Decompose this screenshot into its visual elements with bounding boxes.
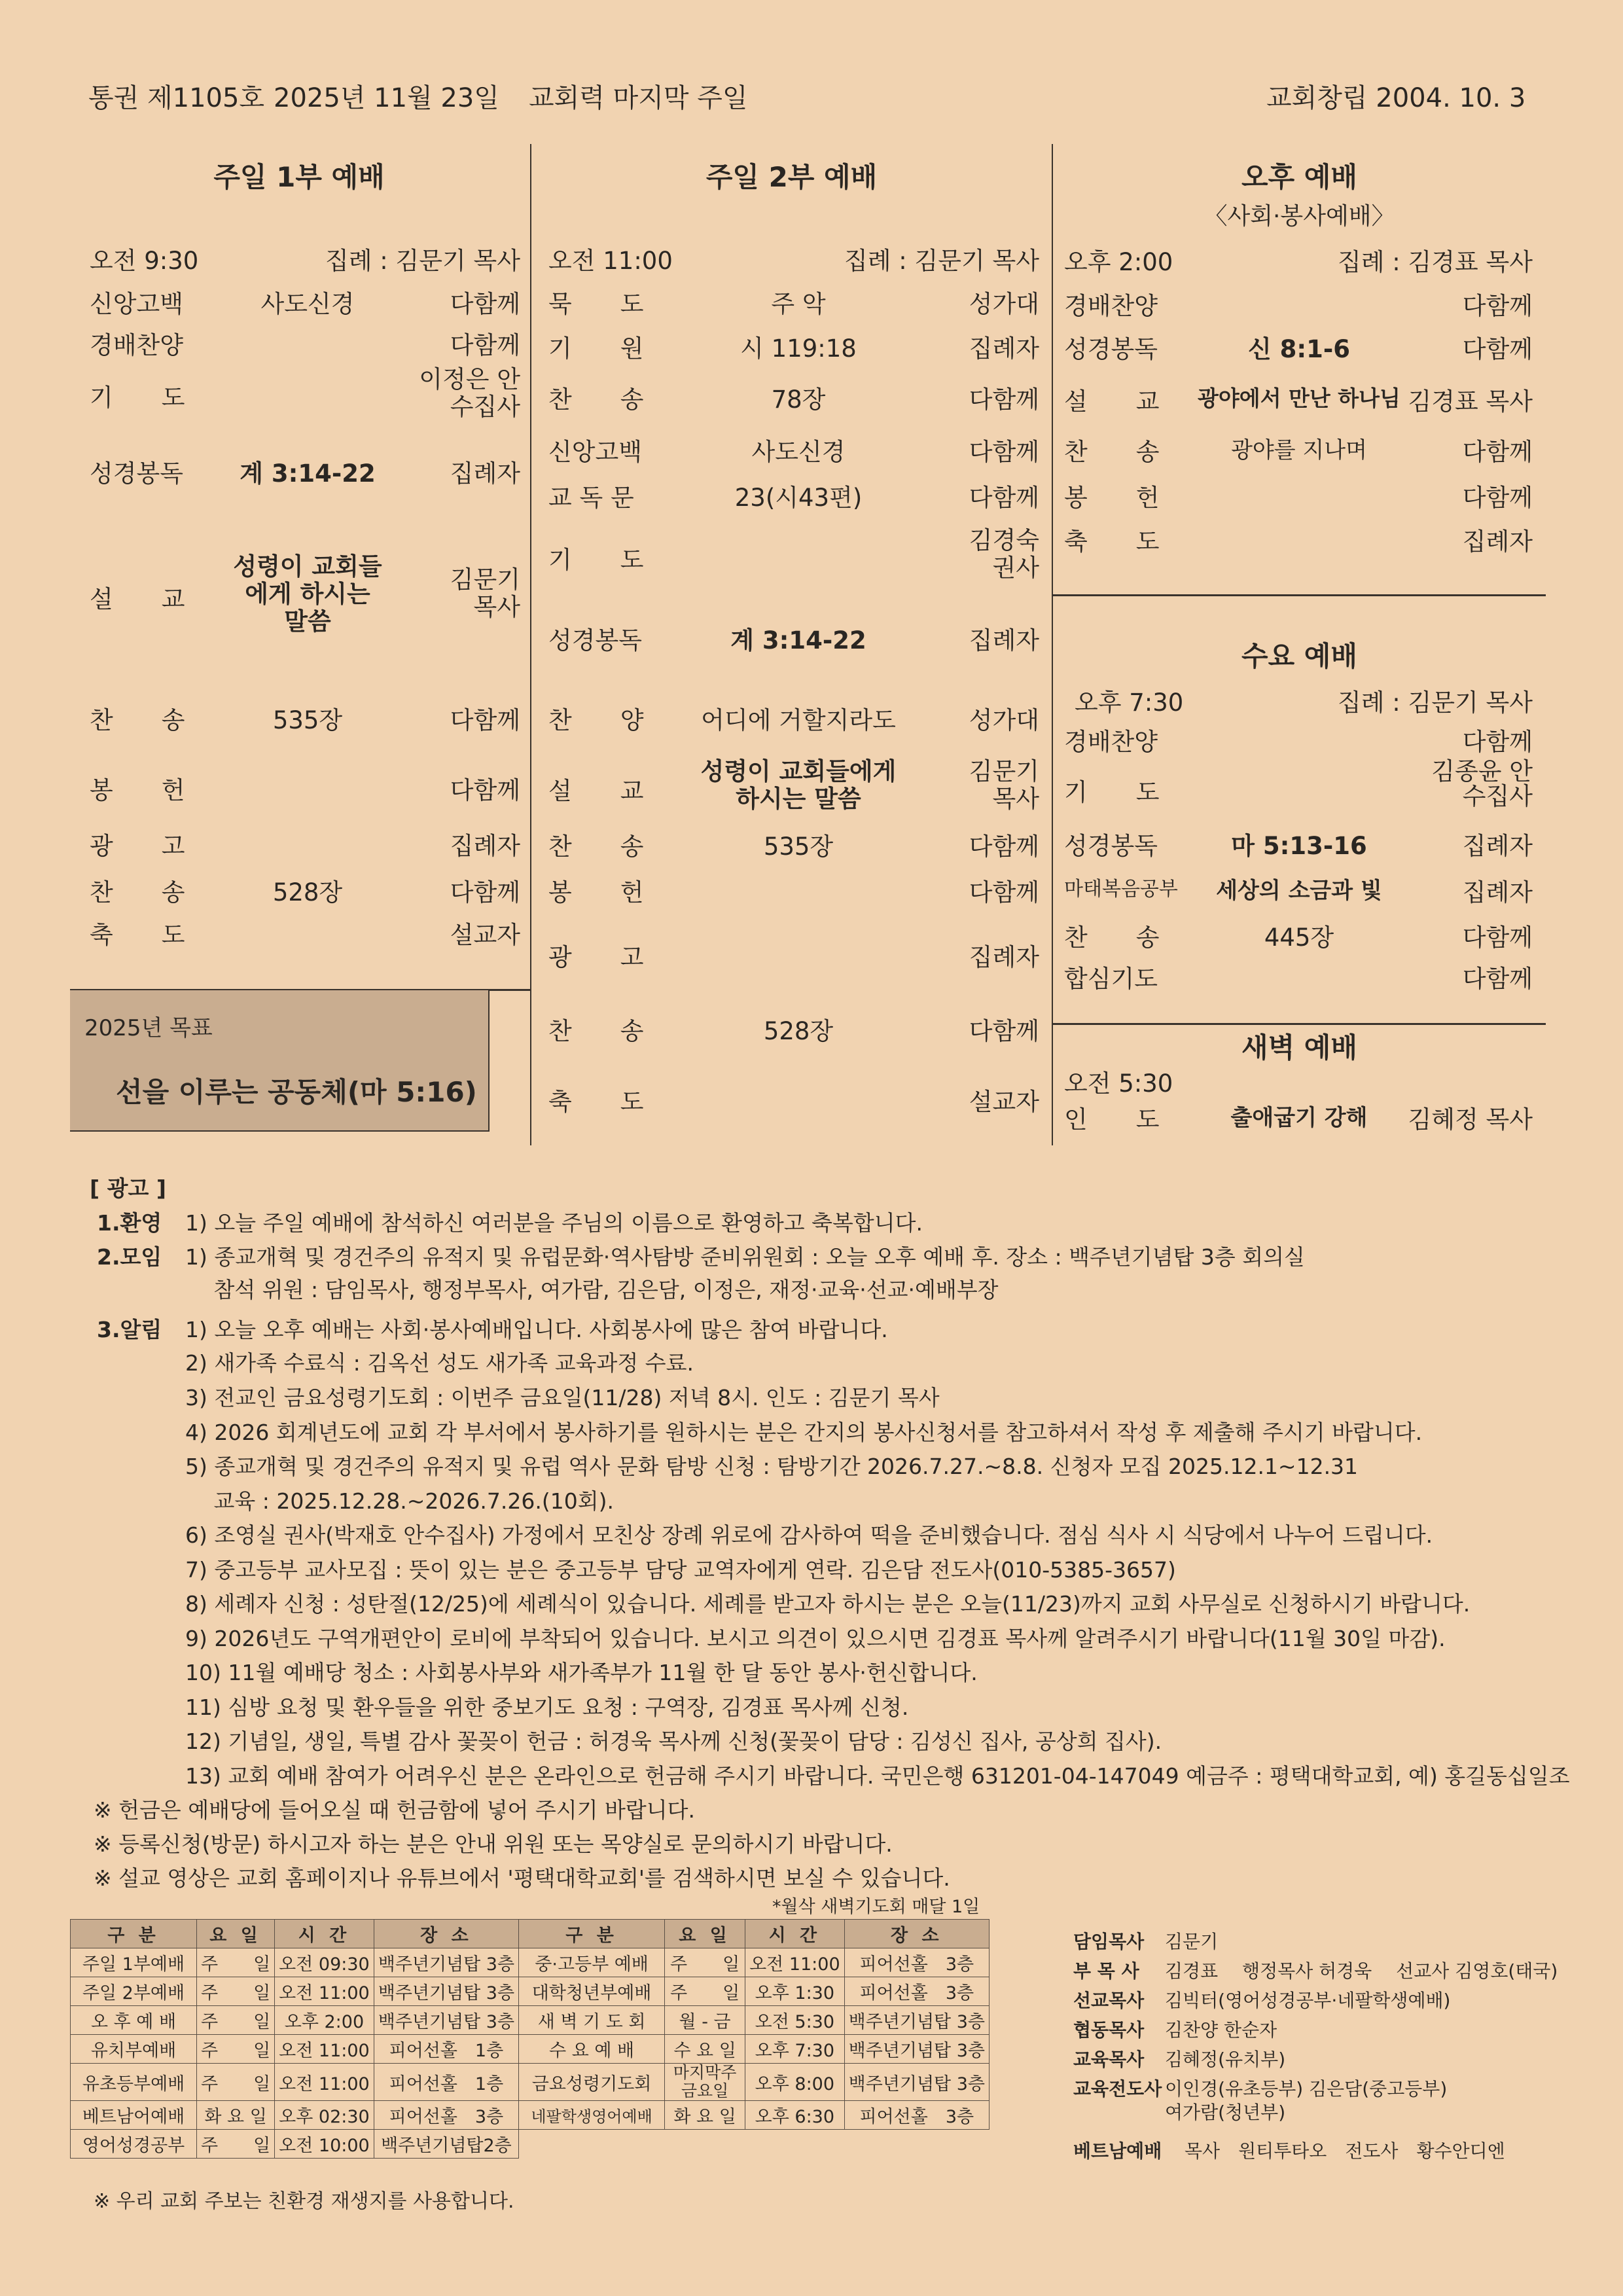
table-cell — [844, 2130, 989, 2159]
service1-who: 다함께 — [450, 290, 520, 318]
table-row — [71, 2035, 990, 2064]
wednesday-item: 찬 송 — [1064, 924, 1160, 952]
table-header: 시 간 — [275, 1920, 374, 1948]
wednesday-who: 다함께 — [1462, 924, 1533, 952]
table-cell: 오전 09:30 — [275, 1948, 374, 1977]
service2-item: 축 도 — [548, 1088, 644, 1116]
table-cell: 오전 5:30 — [745, 2006, 845, 2035]
table-header: 요 일 — [197, 1920, 275, 1948]
staff-role: 부 목 사 — [1073, 1960, 1139, 1982]
table-cell: 오후 02:30 — [275, 2101, 374, 2130]
service2-leader: 집례 : 김문기 목사 — [844, 247, 1039, 275]
wednesday-content: 세상의 소금과 빛 — [1216, 878, 1382, 904]
staff-row — [1073, 2075, 1447, 2101]
wednesday-item: 합심기도 — [1064, 965, 1158, 993]
service2-content: 535장 — [763, 833, 834, 861]
staff-names: 이인경(유초등부) 김은담(중고등부) — [1165, 2078, 1448, 2100]
service1-content: 528장 — [272, 878, 343, 906]
service2-content: 사도신경 — [751, 438, 846, 466]
staff-role: 교육전도사 — [1073, 2078, 1162, 2100]
service2-content: 23(시43편) — [734, 484, 863, 512]
table-cell: 오후 1:30 — [745, 1977, 845, 2006]
section-divider — [1052, 594, 1546, 596]
service2-item: 찬 송 — [548, 1017, 644, 1045]
recycled-paper-note: ※ 우리 교회 주보는 친환경 재생지를 사용합니다. — [94, 2190, 514, 2213]
service2-sermon-title: 성령이 교회들에게 하시는 말씀 — [700, 757, 897, 813]
ads-line: 13) 교회 예배 참여가 어려우신 분은 온라인으로 헌금해 주시기 바랍니다. 국민은행 631201-04-147049 예금주 : 평택대학교회, 예) 홍길동십일조 — [185, 1763, 1570, 1789]
wednesday-item: 기 도 — [1064, 778, 1160, 806]
wednesday-item: 경배찬양 — [1064, 728, 1158, 756]
table-cell: 백주년기념탑2층 — [374, 2130, 518, 2159]
service2-who: 다함께 — [969, 438, 1039, 466]
dawn-prayer-note: *월삭 새벽기도회 매달 1일 — [772, 1897, 980, 1917]
table-cell: 영어성경공부 — [71, 2130, 197, 2159]
afternoon-who: 다함께 — [1462, 484, 1533, 512]
table-cell: 피어선홀 3층 — [374, 2101, 518, 2130]
table-cell — [745, 2130, 845, 2159]
staff-row — [1073, 2098, 1285, 2125]
service1-item: 경배찬양 — [90, 331, 183, 359]
service1-item: 축 도 — [90, 921, 185, 949]
afternoon-item: 설 교 — [1064, 387, 1160, 416]
staff-role: 베트남예배 — [1073, 2140, 1162, 2162]
service2-content: 78장 — [771, 386, 826, 414]
table-cell: 백주년기념탑 3층 — [844, 2006, 989, 2035]
service1-item: 봉 헌 — [90, 776, 185, 804]
table-cell: 피어선홀 1층 — [374, 2035, 518, 2064]
dawn-content: 출애굽기 강해 — [1230, 1105, 1368, 1131]
wednesday-content: 445장 — [1264, 924, 1334, 952]
service2-who: 설교자 — [969, 1088, 1039, 1116]
afternoon-who: 다함께 — [1462, 292, 1533, 320]
service2-item: 기 원 — [548, 334, 644, 363]
service2-title: 주일 2부 예배 — [705, 161, 878, 193]
table-row — [71, 1948, 990, 1977]
wednesday-who: 다함께 — [1462, 728, 1533, 756]
staff-names: 김찬양 한순자 — [1165, 2019, 1277, 2041]
staff-role: 교육목사 — [1073, 2049, 1145, 2070]
bulletin-date: 2025년 11월 23일 — [274, 83, 499, 113]
service2-who: 성가대 — [969, 290, 1039, 318]
table-header: 요 일 — [665, 1920, 745, 1948]
table-cell: 새 벽 기 도 회 — [519, 2006, 665, 2035]
table-row — [71, 2130, 990, 2159]
service1-leader: 집례 : 김문기 목사 — [325, 247, 520, 275]
staff-row — [1073, 1986, 1450, 2013]
afternoon-item: 성경봉독 — [1064, 335, 1158, 363]
service2-who: 김문기 목사 — [969, 757, 1039, 813]
table-cell: 백주년기념탑 3층 — [374, 1977, 518, 2006]
service2-item: 교 독 문 — [548, 484, 634, 512]
afternoon-item: 축 도 — [1064, 528, 1160, 556]
service2-item: 봉 헌 — [548, 878, 644, 906]
afternoon-sermon-title: 광야에서 만난 하나님 — [1198, 386, 1400, 411]
service1-item: 신앙고백 — [90, 290, 183, 318]
wednesday-time: 오후 7:30 — [1075, 689, 1184, 717]
staff-names: 여가람(청년부) — [1165, 2102, 1286, 2123]
service2-time: 오전 11:00 — [548, 247, 673, 275]
table-header: 시 간 — [745, 1920, 845, 1948]
wednesday-who: 다함께 — [1462, 965, 1533, 993]
service1-item: 설 교 — [90, 585, 185, 613]
table-cell: 오후 2:00 — [275, 2006, 374, 2035]
issue-number: 통권 제1105호 — [88, 83, 265, 113]
table-cell: 주 일 — [197, 2130, 275, 2159]
table-cell: 오 후 예 배 — [71, 2006, 197, 2035]
table-cell: 백주년기념탑 3층 — [844, 2035, 989, 2064]
table-header-row — [71, 1920, 990, 1948]
service1-who: 다함께 — [450, 331, 520, 359]
ads-line: 12) 기념일, 생일, 특별 감사 꽃꽂이 헌금 : 허경욱 목사께 신청(꽃꽂이 담당 : 김성신 집사, 공상희 집사). — [185, 1729, 1162, 1754]
table-cell: 피어선홀 3층 — [844, 1977, 989, 2006]
service2-content: 어디에 거할지라도 — [701, 706, 896, 734]
service2-content: 주 악 — [771, 290, 826, 318]
service1-item: 광 고 — [90, 832, 185, 860]
staff-names: 김빅터(영어성경공부·네팔학생예배) — [1165, 1990, 1451, 2011]
table-cell — [665, 2130, 745, 2159]
dawn-time: 오전 5:30 — [1064, 1069, 1173, 1098]
table-cell: 수 요 예 배 — [519, 2035, 665, 2064]
table-cell: 오전 11:00 — [745, 1948, 845, 1977]
staff-role: 협동목사 — [1073, 2019, 1145, 2041]
worship-schedule-table — [70, 1919, 990, 2159]
ads-line: 1) 오늘 오후 예배는 사회·봉사예배입니다. 사회봉사에 많은 참여 바랍니다. — [185, 1317, 888, 1342]
service2-who: 다함께 — [969, 386, 1039, 414]
ads-group-label: 2.모임 — [97, 1244, 162, 1270]
table-cell: 백주년기념탑 3층 — [374, 1948, 518, 1977]
service1-time: 오전 9:30 — [90, 247, 199, 275]
afternoon-item: 찬 송 — [1064, 438, 1160, 466]
wednesday-who: 집례자 — [1462, 878, 1533, 906]
service2-who: 집례자 — [969, 943, 1039, 971]
service1-who: 집례자 — [450, 459, 520, 488]
service2-who: 다함께 — [969, 484, 1039, 512]
table-cell: 화 요 일 — [665, 2101, 745, 2130]
service1-who: 다함께 — [450, 706, 520, 734]
dawn-who: 김혜정 목사 — [1408, 1105, 1533, 1134]
table-cell: 대학청년부예배 — [519, 1977, 665, 2006]
service1-item: 찬 송 — [90, 706, 185, 734]
service1-item: 성경봉독 — [90, 459, 183, 488]
ads-line: 8) 세례자 신청 : 성탄절(12/25)에 세례식이 있습니다. 세례를 받고자 하시는 분은 오늘(11/23)까지 교회 사무실로 신청하시기 바랍니다. — [185, 1591, 1471, 1617]
table-header: 장 소 — [374, 1920, 518, 1948]
service2-who: 집례자 — [969, 626, 1039, 655]
ads-group-label: 3.알림 — [97, 1317, 162, 1342]
founded-date: 교회창립 2004. 10. 3 — [1266, 83, 1526, 113]
table-cell: 피어선홀 3층 — [844, 1948, 989, 1977]
table-cell: 베트남어예배 — [71, 2101, 197, 2130]
column-divider — [530, 144, 531, 1145]
table-cell: 오후 7:30 — [745, 2035, 845, 2064]
table-cell: 오전 11:00 — [275, 2035, 374, 2064]
service2-who: 집례자 — [969, 334, 1039, 363]
service1-sermon-title: 성령이 교회들에게 하시는 말씀 — [233, 552, 382, 636]
table-cell: 피어선홀 3층 — [844, 2101, 989, 2130]
table-cell: 금요성령기도회 — [519, 2064, 665, 2101]
service2-item: 기 도 — [548, 546, 644, 574]
table-cell: 화 요 일 — [197, 2101, 275, 2130]
table-cell: 주 일 — [197, 1977, 275, 2006]
staff-row — [1073, 1928, 1218, 1954]
table-header: 구 분 — [71, 1920, 197, 1948]
table-cell: 수 요 일 — [665, 2035, 745, 2064]
table-cell: 오전 10:00 — [275, 2130, 374, 2159]
table-cell: 오후 6:30 — [745, 2101, 845, 2130]
service1-content: 사도신경 — [260, 290, 355, 318]
service1-item: 찬 송 — [90, 878, 185, 906]
table-row — [71, 2064, 990, 2101]
table-cell: 오전 11:00 — [275, 2064, 374, 2101]
afternoon-who: 김경표 목사 — [1408, 387, 1533, 416]
wednesday-title: 수요 예배 — [1241, 640, 1357, 672]
service1-who: 다함께 — [450, 776, 520, 804]
wednesday-item: 성경봉독 — [1064, 832, 1158, 860]
service1-content: 계 3:14-22 — [240, 459, 376, 488]
afternoon-who: 다함께 — [1462, 438, 1533, 466]
table-cell: 백주년기념탑 3층 — [374, 2006, 518, 2035]
occasion: 교회력 마지막 주일 — [529, 83, 748, 113]
ads-note: ※ 헌금은 예배당에 들어오실 때 헌금함에 넣어 주시기 바랍니다. — [94, 1797, 696, 1823]
wednesday-item: 마태복음공부 — [1064, 878, 1178, 901]
service2-item: 찬 송 — [548, 833, 644, 861]
service1-who: 이정은 안수집사 — [419, 365, 520, 421]
service1-content: 535장 — [272, 706, 343, 734]
table-cell: 주 일 — [197, 1948, 275, 1977]
ads-line: 10) 11월 예배당 청소 : 사회봉사부와 새가족부가 11월 한 달 동안 봉사·헌신합니다. — [185, 1660, 978, 1685]
service2-who: 김경숙 권사 — [969, 526, 1039, 582]
annual-goal-box — [70, 989, 490, 1132]
service2-content: 시 119:18 — [740, 334, 857, 363]
ads-line: 교육 : 2025.12.28.~2026.7.26.(10회). — [185, 1488, 614, 1514]
afternoon-item: 봉 헌 — [1064, 484, 1160, 512]
table-cell: 주 일 — [665, 1948, 745, 1977]
table-cell: 중·고등부 예배 — [519, 1948, 665, 1977]
service2-who: 다함께 — [969, 1017, 1039, 1045]
service1-who: 집례자 — [450, 832, 520, 860]
ads-line: 1) 종교개혁 및 경건주의 유적지 및 유럽문화·역사탐방 준비위원회 : 오늘 오후 예배 후. 장소 : 백주년기념탑 3층 회의실 — [185, 1244, 1305, 1270]
wednesday-content: 마 5:13-16 — [1231, 832, 1367, 860]
afternoon-who: 집례자 — [1462, 528, 1533, 556]
table-cell: 백주년기념탑 3층 — [844, 2064, 989, 2101]
staff-names: 김경표 행정목사 허경욱 선교사 김영호(태국) — [1165, 1960, 1558, 1982]
service2-item: 광 고 — [548, 943, 644, 971]
afternoon-who: 다함께 — [1462, 335, 1533, 363]
ads-line: 3) 전교인 금요성령기도회 : 이번주 금요일(11/28) 저녁 8시. 인도 : 김문기 목사 — [185, 1385, 940, 1410]
service2-item: 묵 도 — [548, 290, 644, 318]
table-row — [71, 2101, 990, 2130]
afternoon-item: 경배찬양 — [1064, 292, 1158, 320]
staff-role: 선교목사 — [1073, 1990, 1145, 2011]
staff-row — [1073, 2137, 1505, 2163]
service1-title: 주일 1부 예배 — [213, 161, 385, 193]
ads-note: ※ 설교 영상은 교회 홈페이지나 유튜브에서 '평택대학교회'를 검색하시면 보실 수 있습니다. — [94, 1865, 950, 1891]
service2-item: 신앙고백 — [548, 438, 642, 466]
service1-who: 김문기 목사 — [450, 565, 520, 621]
table-cell: 주 일 — [665, 1977, 745, 2006]
table-header: 구 분 — [519, 1920, 665, 1948]
table-header: 장 소 — [844, 1920, 989, 1948]
dawn-item: 인 도 — [1064, 1105, 1160, 1134]
ads-line: 6) 조영실 권사(박재호 안수집사) 가정에서 모친상 장례 위로에 감사하여 떡을 준비했습니다. 점심 식사 시 식당에서 나누어 드립니다. — [185, 1522, 1433, 1548]
table-cell — [519, 2130, 665, 2159]
service2-content: 계 3:14-22 — [730, 626, 866, 655]
afternoon-content: 신 8:1-6 — [1247, 335, 1351, 363]
service1-who: 다함께 — [450, 878, 520, 906]
ads-group-label: 1.환영 — [97, 1210, 162, 1236]
service1-who: 설교자 — [450, 921, 520, 949]
ads-line: 참석 위원 : 담임목사, 행정부목사, 여가람, 김은담, 이정은, 재정·교육·선교·예배부장 — [185, 1277, 999, 1302]
goal-label: 2025년 목표 — [84, 1015, 213, 1041]
table-cell: 오후 8:00 — [745, 2064, 845, 2101]
table-cell: 피어선홀 1층 — [374, 2064, 518, 2101]
service2-who: 다함께 — [969, 878, 1039, 906]
table-cell: 네팔학생영어예배 — [519, 2101, 665, 2130]
goal-text: 선을 이루는 공동체(마 5:16) — [116, 1076, 477, 1108]
service2-item: 설 교 — [548, 777, 644, 805]
table-cell: 마지막주 금요일 — [665, 2064, 745, 2101]
table-cell: 유치부예배 — [71, 2035, 197, 2064]
table-cell: 오전 11:00 — [275, 1977, 374, 2006]
dawn-title: 새벽 예배 — [1241, 1031, 1357, 1064]
ads-line: 5) 종교개혁 및 경건주의 유적지 및 유럽 역사 문화 탐방 신청 : 탐방기간 2026.7.27.~8.8. 신청자 모집 2025.12.1~12.31 — [185, 1454, 1359, 1479]
service2-content: 528장 — [763, 1017, 834, 1045]
staff-names: 목사 원티투타오 전도사 황수안디엔 — [1185, 2140, 1505, 2162]
service2-who: 다함께 — [969, 833, 1039, 861]
afternoon-content: 광야를 지나며 — [1231, 437, 1367, 463]
staff-row — [1073, 2045, 1285, 2072]
wednesday-leader: 집례 : 김문기 목사 — [1338, 689, 1533, 717]
staff-names: 김문기 — [1165, 1931, 1219, 1952]
staff-role: 담임목사 — [1073, 1931, 1145, 1952]
afternoon-time: 오후 2:00 — [1064, 248, 1173, 276]
wednesday-who: 집례자 — [1462, 832, 1533, 860]
service2-item: 성경봉독 — [548, 626, 642, 655]
service2-who: 성가대 — [969, 706, 1039, 734]
table-row — [71, 2006, 990, 2035]
service2-item: 찬 양 — [548, 706, 644, 734]
table-cell: 주일 1부예배 — [71, 1948, 197, 1977]
afternoon-subtitle: 〈사회·봉사예배〉 — [1204, 203, 1395, 230]
table-cell: 주일 2부예배 — [71, 1977, 197, 2006]
table-cell: 주 일 — [197, 2064, 275, 2101]
ads-line: 9) 2026년도 구역개편안이 로비에 부착되어 있습니다. 보시고 의견이 있으시면 김경표 목사께 알려주시기 바랍니다(11월 30일 마감). — [185, 1626, 1446, 1651]
ads-line: 4) 2026 회계년도에 교회 각 부서에서 봉사하기를 원하시는 분은 간지의 봉사신청서를 참고하셔서 작성 후 제출해 주시기 바랍니다. — [185, 1420, 1423, 1445]
wednesday-who: 김종윤 안수집사 — [1431, 757, 1533, 810]
ads-line: 2) 새가족 수료식 : 김옥선 성도 새가족 교육과정 수료. — [185, 1350, 694, 1376]
staff-row — [1073, 2016, 1277, 2042]
service1-item: 기 도 — [90, 384, 185, 412]
staff-names: 김혜정(유치부) — [1165, 2049, 1286, 2070]
ads-heading: [ 광고 ] — [90, 1175, 166, 1201]
table-row — [71, 1977, 990, 2006]
afternoon-leader: 집례 : 김경표 목사 — [1338, 248, 1533, 276]
ads-line: 1) 오늘 주일 예배에 참석하신 여러분을 주님의 이름으로 환영하고 축복합니다. — [185, 1210, 923, 1236]
ads-line: 7) 중고등부 교사모집 : 뜻이 있는 분은 중고등부 담당 교역자에게 연락. 김은담 전도사(010-5385-3657) — [185, 1557, 1176, 1583]
afternoon-title: 오후 예배 — [1241, 161, 1357, 193]
table-cell: 주 일 — [197, 2035, 275, 2064]
service2-item: 찬 송 — [548, 386, 644, 414]
table-cell: 월 - 금 — [665, 2006, 745, 2035]
ads-line: 11) 심방 요청 및 환우들을 위한 중보기도 요청 : 구역장, 김경표 목사께 신청. — [185, 1695, 909, 1720]
section-divider — [1052, 1023, 1546, 1025]
staff-row — [1073, 1957, 1558, 1983]
table-cell: 유초등부예배 — [71, 2064, 197, 2101]
table-cell: 주 일 — [197, 2006, 275, 2035]
ads-note: ※ 등록신청(방문) 하시고자 하는 분은 안내 위원 또는 목양실로 문의하시기 바랍니다. — [94, 1831, 893, 1857]
